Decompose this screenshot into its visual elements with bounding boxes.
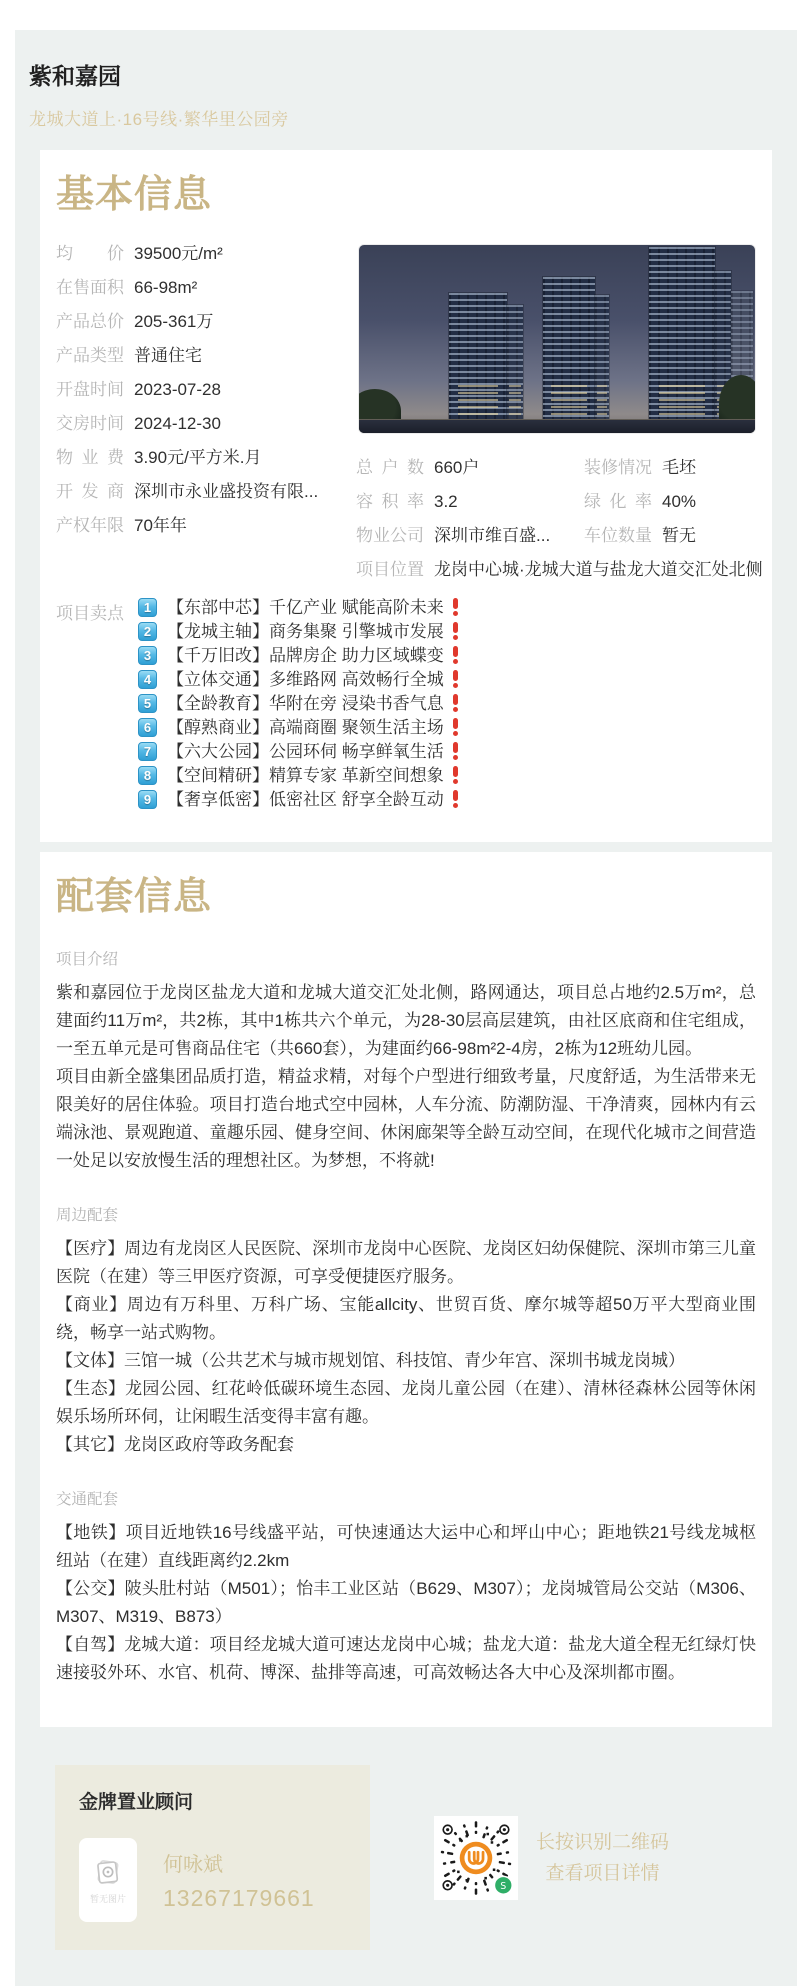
number-badge-icon: 6	[138, 718, 157, 737]
property-photo[interactable]	[358, 244, 756, 434]
paragraph: 【自驾】龙城大道：项目经龙城大道可速达龙岗中心城；盐龙大道：盐龙大道全程无红绿灯快速接驳外环、水官、机荷、博深、盐排等高速，可高效畅达各大中心及深圳都市圈。	[56, 1635, 756, 1683]
qr-caption-line1: 长按识别二维码	[536, 1831, 670, 1853]
svg-text:S: S	[500, 1880, 507, 1892]
field-value: 龙岗中心城·龙城大道与盐龙大道交汇处北侧	[434, 559, 763, 579]
selling-point-item	[138, 766, 459, 785]
number-badge-icon: 1	[138, 598, 157, 617]
field-label: 装修情况	[584, 457, 652, 477]
page-header	[15, 30, 797, 130]
facilities-group-intro	[56, 947, 756, 1175]
field-label: 产品类型	[56, 345, 124, 365]
field-value: 660户	[434, 457, 480, 477]
field-value: 3.90元/平方米.月	[134, 447, 262, 467]
number-badge-icon: 8	[138, 766, 157, 785]
number-badge-icon: 3	[138, 646, 157, 665]
selling-point-item	[138, 646, 459, 665]
field-value: 2023-07-28	[134, 379, 221, 399]
field-value: 205-361万	[134, 311, 214, 331]
basic-info-left-fields	[56, 244, 356, 594]
tower-graphic	[649, 247, 715, 421]
paragraph: 【医疗】周边有龙岗区人民医院、深圳市龙岗中心医院、龙岗区妇幼保健院、深圳市第三儿童医院（在建）等三甲医疗资源，可享受便捷医疗服务。	[56, 1239, 756, 1287]
field-value: 深圳市维百盛...	[434, 525, 551, 545]
paragraph: 紫和嘉园位于龙岗区盐龙大道和龙城大道交汇处北侧，路网通达，项目总占地约2.5万m²，总建面约11万m²，共2栋，其中1栋共六个单元，为28-30层高层建筑，由社区底商和住宅组成，一至五单元是可售商品住宅（共660套），为建面约66-98m²2-4房，2栋为12班幼儿园。	[56, 983, 756, 1059]
info-field	[356, 492, 584, 512]
agent-photo-placeholder	[79, 1838, 137, 1922]
field-label: 开盘时间	[56, 379, 124, 399]
basic-info-card	[40, 150, 772, 842]
selling-point-text: 【六大公园】公园环伺 畅享鲜氧生活	[167, 741, 444, 761]
photo-placeholder-text: 暂无图片	[89, 1894, 126, 1905]
agent-name: 何咏斌	[163, 1854, 223, 1877]
exclamation-icon	[452, 718, 459, 736]
paragraph: 【公交】陂头肚村站（M501）；怡丰工业区站（B629、M307）；龙岗城管局公交站（M306、M307、M319、B873）	[56, 1579, 756, 1627]
basic-info-title: 基本信息	[56, 174, 213, 216]
selling-point-text: 【全龄教育】华附在旁 浸染书香气息	[167, 693, 444, 713]
tower-graphic	[543, 277, 595, 421]
exclamation-icon	[452, 790, 459, 808]
subsection-label: 交通配套	[56, 1491, 119, 1509]
info-field	[56, 482, 356, 502]
page-panel	[15, 30, 797, 1986]
exclamation-icon	[452, 766, 459, 784]
field-label: 物业费	[56, 447, 124, 467]
property-title: 紫和嘉园	[29, 63, 121, 89]
qr-code-icon	[434, 1816, 518, 1900]
exclamation-icon	[452, 670, 459, 688]
podium-graphic	[359, 419, 755, 433]
info-field	[584, 492, 756, 512]
field-label: 产权年限	[56, 515, 124, 535]
selling-point-item	[138, 622, 459, 641]
field-value: 3.2	[434, 491, 458, 511]
selling-points-list	[138, 598, 459, 814]
field-label: 项目位置	[356, 559, 424, 579]
paragraph: 【生态】龙园公园、红花岭低碳环境生态园、龙岗儿童公园（在建）、清林径森林公园等休闲娱乐场所环伺，让闲暇生活变得丰富有趣。	[56, 1379, 756, 1427]
field-label: 总户数	[356, 457, 424, 477]
selling-point-text: 【龙城主轴】商务集聚 引擎城市发展	[167, 621, 444, 641]
consultant-section	[55, 1765, 797, 1950]
facilities-card	[40, 852, 772, 1728]
field-label: 绿化率	[584, 491, 652, 511]
agent-phone[interactable]: 13267179661	[163, 1885, 315, 1912]
paragraph: 【其它】龙岗区政府等政务配套	[56, 1435, 294, 1455]
info-field	[584, 526, 756, 546]
field-label: 车位数量	[584, 525, 652, 545]
field-label: 交房时间	[56, 413, 124, 433]
info-field	[56, 278, 356, 298]
field-value: 66-98m²	[134, 277, 198, 297]
field-value: 毛坯	[662, 457, 696, 477]
consultant-card	[55, 1765, 370, 1950]
qr-caption	[536, 1827, 669, 1889]
selling-point-text: 【千万旧改】品牌房企 助力区域蝶变	[167, 645, 444, 665]
consultant-title: 金牌置业顾问	[79, 1792, 194, 1814]
field-label: 产品总价	[56, 311, 124, 331]
field-label: 均价	[56, 243, 124, 263]
field-label: 容积率	[356, 491, 424, 511]
exclamation-icon	[452, 622, 459, 640]
selling-point-text: 【立体交通】多维路网 高效畅行全城	[167, 669, 444, 689]
paragraph: 项目由新全盛集团品质打造，精益求精，对每个户型进行细致考量，尺度舒适，为生活带来无限美好的居住体验。项目打造台地式空中园林，人车分流、防潮防湿、干净清爽，园林内有云端泳池、景观跑道、童趣乐园、健身空间、休闲廊架等全龄互动空间，在现代化城市之间营造一处足以安放慢生活的理想社区。为梦想，不将就!	[56, 1067, 756, 1171]
info-field	[56, 414, 356, 434]
exclamation-icon	[452, 694, 459, 712]
info-field	[56, 380, 356, 400]
paragraph: 【文体】三馆一城（公共艺术与城市规划馆、科技馆、青少年宫、深圳书城龙岗城）	[56, 1351, 685, 1371]
facilities-group-transport	[56, 1487, 756, 1687]
exclamation-icon	[452, 598, 459, 616]
info-field	[56, 244, 356, 264]
property-subtitle: 龙城大道上·16号线·繁华里公园旁	[29, 110, 289, 129]
field-value: 2024-12-30	[134, 413, 221, 433]
info-field	[356, 458, 584, 478]
selling-point-item	[138, 742, 459, 761]
tower-graphic	[449, 293, 507, 421]
facilities-title: 配套信息	[56, 875, 213, 918]
selling-point-text: 【东部中芯】千亿产业 赋能高阶未来	[167, 597, 444, 617]
number-badge-icon: 4	[138, 670, 157, 689]
tower-graphic	[595, 295, 609, 421]
selling-points-label: 项目卖点	[56, 603, 124, 623]
number-badge-icon: 2	[138, 622, 157, 641]
selling-point-text: 【醇熟商业】高端商圈 聚领生活主场	[167, 717, 444, 737]
info-field	[584, 458, 756, 478]
info-field	[56, 516, 356, 536]
selling-point-item	[138, 598, 459, 617]
qr-caption-line2: 查看项目详情	[545, 1862, 660, 1884]
paragraph: 【地铁】项目近地铁16号线盛平站，可快速通达大运中心和坪山中心；距地铁21号线龙城枢纽站（在建）直线距离约2.2km	[56, 1523, 756, 1571]
selling-point-item	[138, 694, 459, 713]
number-badge-icon: 7	[138, 742, 157, 761]
basic-info-body	[56, 243, 763, 594]
selling-point-item	[138, 670, 459, 689]
exclamation-icon	[452, 742, 459, 760]
field-label: 在售面积	[56, 277, 124, 297]
facilities-group-surroundings	[56, 1203, 756, 1459]
number-badge-icon: 9	[138, 790, 157, 809]
info-field	[56, 312, 356, 332]
paragraph: 【商业】周边有万科里、万科广场、宝能allcity、世贸百货、摩尔城等超50万平大型商业围绕，畅享一站式购物。	[56, 1295, 756, 1343]
field-label: 开发商	[56, 481, 124, 501]
paragraph-list	[56, 1519, 756, 1687]
selling-point-item	[138, 718, 459, 737]
field-value: 40%	[662, 491, 697, 511]
agent-info	[163, 1848, 315, 1912]
field-value: 深圳市永业盛投资有限...	[134, 481, 319, 501]
field-value: 暂无	[662, 525, 696, 545]
info-field	[56, 448, 356, 468]
qr-group	[434, 1816, 669, 1900]
selling-point-text: 【奢享低密】低密社区 舒享全龄互动	[167, 789, 444, 809]
qr-code[interactable]	[434, 1816, 518, 1900]
info-field	[56, 346, 356, 366]
field-label: 物业公司	[356, 525, 424, 545]
selling-point-item	[138, 790, 459, 809]
field-value: 70年年	[134, 515, 187, 535]
field-value: 普通住宅	[134, 345, 202, 365]
exclamation-icon	[452, 646, 459, 664]
selling-points-row	[56, 598, 756, 814]
paragraph-list	[56, 979, 756, 1175]
basic-info-right	[356, 244, 763, 594]
selling-point-text: 【空间精研】精算专家 革新空间想象	[167, 765, 444, 785]
subsection-label: 周边配套	[56, 1207, 119, 1225]
photo-placeholder-icon	[91, 1855, 125, 1889]
paragraph-list	[56, 1235, 756, 1459]
consultant-row	[79, 1838, 346, 1922]
subsection-label: 项目介绍	[56, 951, 119, 969]
tower-graphic	[507, 305, 523, 421]
field-value: 39500元/m²	[134, 243, 223, 263]
info-field	[356, 559, 763, 580]
basic-info-right-fields	[356, 457, 763, 594]
info-field	[356, 526, 584, 546]
number-badge-icon: 5	[138, 694, 157, 713]
